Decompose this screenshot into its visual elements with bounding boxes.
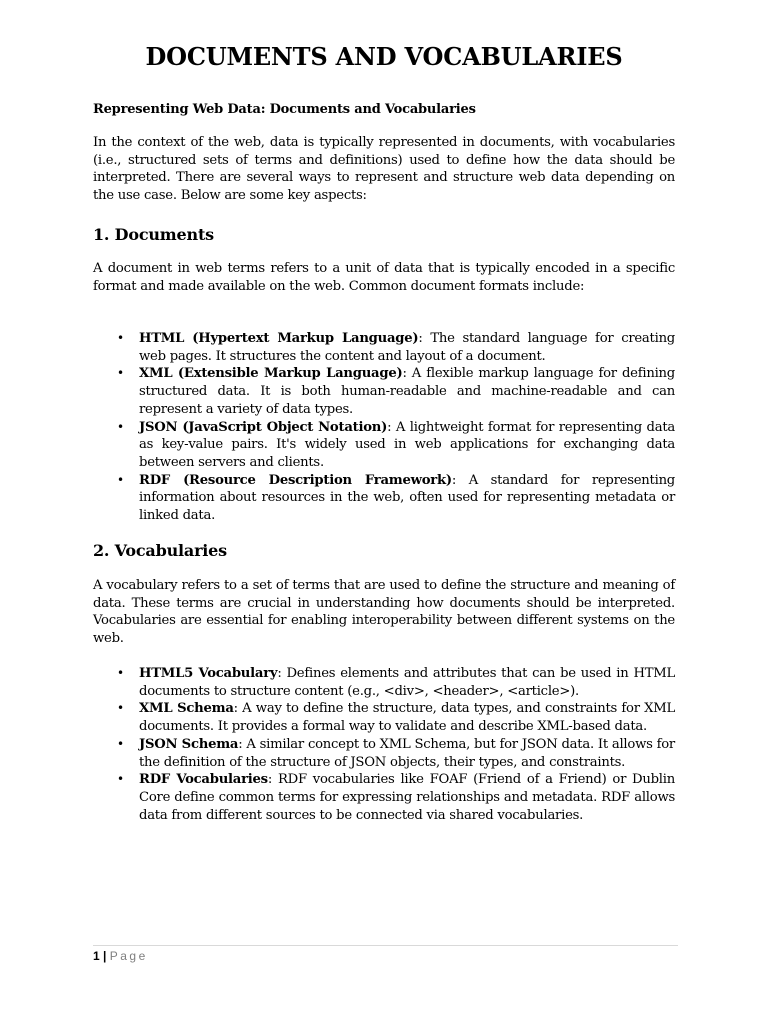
list-item-text: : Defines elements and attributes that can be used in HTML documents to structure content (e.g., <div>, <header>, <article>). bbox=[139, 666, 675, 699]
subtitle: Representing Web Data: Documents and Vocabularies bbox=[93, 102, 476, 117]
list-item bbox=[93, 700, 675, 735]
list-item-term: JSON (JavaScript Object Notation) bbox=[139, 419, 388, 435]
list-item-term: RDF (Resource Description Framework) bbox=[139, 472, 452, 488]
bullet-icon: • bbox=[117, 666, 124, 680]
bullet-icon: • bbox=[117, 772, 124, 787]
bullet-icon: • bbox=[117, 701, 124, 716]
footer-separator: | bbox=[103, 949, 107, 963]
documents-intro-paragraph: A document in web terms refers to a unit of data that is typically encoded in a specific format and made available on the web. Common document formats include: bbox=[93, 261, 675, 294]
list-item bbox=[93, 736, 675, 771]
bullet-icon: • bbox=[117, 736, 124, 751]
list-item-term: HTML (Hypertext Markup Language) bbox=[139, 331, 419, 346]
bullet-icon: • bbox=[117, 419, 124, 434]
intro-paragraph: In the context of the web, data is typically represented in documents, with vocabularies (i.e., structured sets of terms and definitions) used to define how the data should be interpreted. There are several ways to represent and structure web data depending on the use case. Below are some key aspects: bbox=[93, 135, 675, 204]
list-item-term: XML Schema bbox=[139, 701, 234, 717]
list-item-text: : A flexible markup language for defining structured data. It is both human-readable and machine-readable and can represent a variety of data types. bbox=[139, 366, 675, 417]
section-heading-documents: 1. Documents bbox=[93, 225, 214, 244]
list-item bbox=[93, 472, 675, 525]
bullet-icon: • bbox=[117, 331, 124, 345]
list-item-term: RDF Vocabularies bbox=[139, 772, 268, 788]
list-item-text: : A way to define the structure, data types, and constraints for XML documents. It provides a formal way to validate and describe XML-based data. bbox=[139, 701, 676, 735]
list-item bbox=[93, 771, 675, 824]
list-item-term: JSON Schema bbox=[139, 736, 239, 752]
page-footer bbox=[93, 949, 148, 963]
documents-bullet-list bbox=[93, 330, 675, 525]
list-item-text: : A similar concept to XML Schema, but for JSON data. It allows for the definition of the structure of JSON objects, their types, and constraints. bbox=[139, 736, 675, 770]
section-heading-vocabularies: 2. Vocabularies bbox=[93, 541, 227, 560]
page-title: DOCUMENTS AND VOCABULARIES bbox=[145, 42, 623, 71]
list-item bbox=[93, 365, 675, 418]
vocabularies-intro-paragraph: A vocabulary refers to a set of terms that are used to define the structure and meaning of data. These terms are crucial in understanding how documents should be interpreted. Vocabularies are essential for enabling interoperability between different systems on the web. bbox=[93, 578, 675, 647]
list-item-text: : RDF vocabularies like FOAF (Friend of a Friend) or Dublin Core define common terms for expressing relationships and metadata. RDF allows data from different sources to be connected via shared vocabularies. bbox=[139, 772, 675, 823]
page-number: 1 bbox=[93, 949, 100, 963]
page-label: Page bbox=[109, 949, 148, 963]
list-item-term: XML (Extensible Markup Language) bbox=[139, 366, 403, 382]
list-item-text: : The standard language for creating web pages. It structures the content and layout of a document. bbox=[139, 331, 676, 364]
list-item-text: : A lightweight format for representing data as key-value pairs. It's widely used in web applications for exchanging data between servers and clients. bbox=[139, 419, 675, 470]
list-item-text: : A standard for representing information about resources in the web, often used for representing metadata or linked data. bbox=[139, 472, 676, 524]
list-item bbox=[93, 330, 675, 365]
list-item-term: HTML5 Vocabulary bbox=[139, 666, 278, 681]
list-item bbox=[93, 419, 675, 472]
bullet-icon: • bbox=[117, 472, 124, 487]
footer-divider bbox=[93, 945, 678, 946]
vocabularies-bullet-list bbox=[93, 665, 675, 824]
bullet-icon: • bbox=[117, 366, 124, 381]
list-item bbox=[93, 665, 675, 700]
